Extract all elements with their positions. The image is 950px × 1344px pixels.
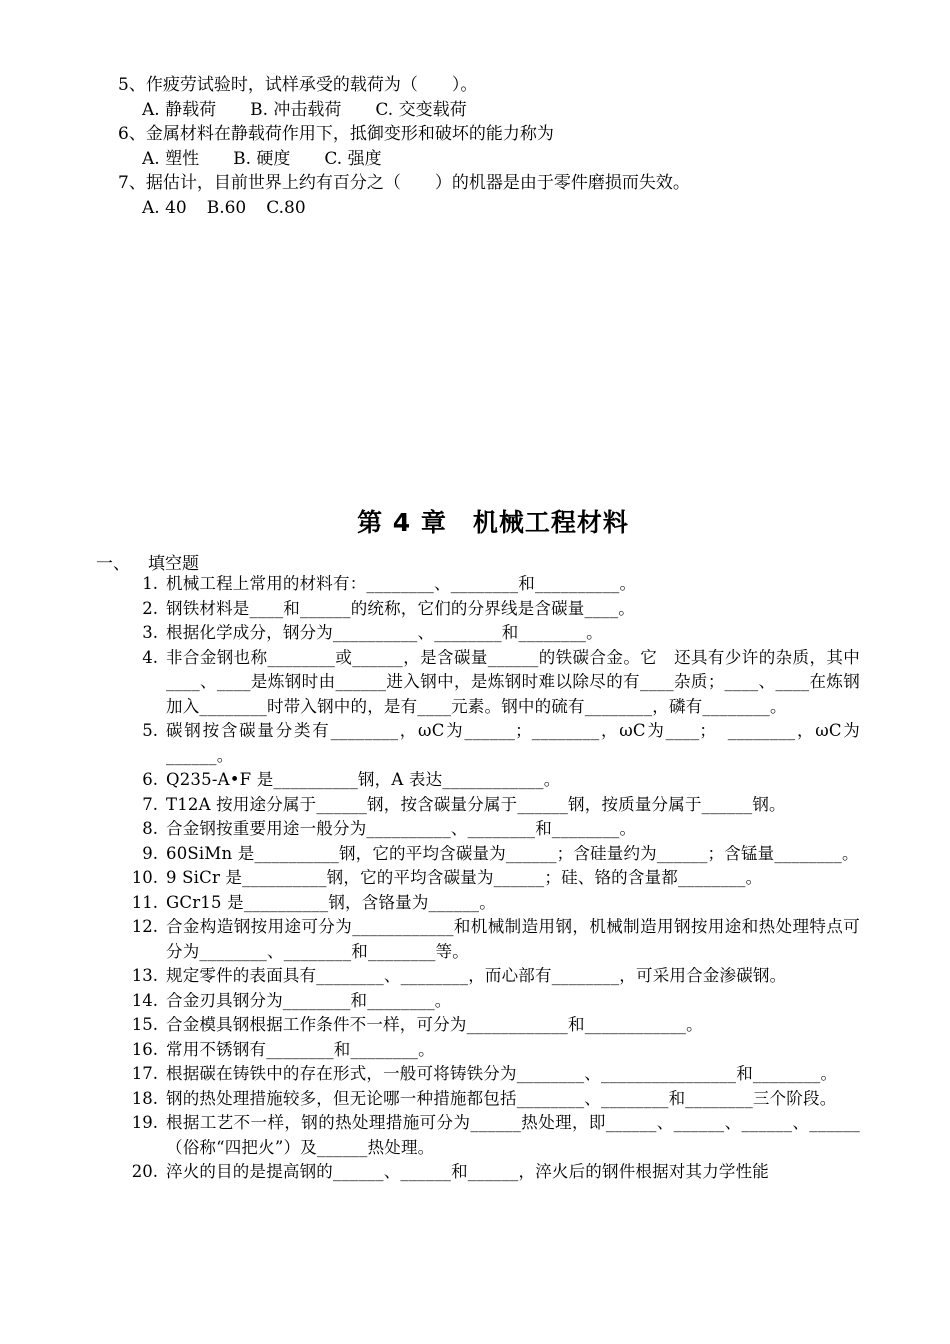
- fill-in-list: [118, 572, 860, 1185]
- item-text: 合金构造钢按用途可分为____________和机械制造用钢，机械制造用钢按用途和热处理特点可分为________、________和________等。: [166, 917, 860, 961]
- item-number: 11.: [131, 892, 158, 912]
- option: A. 40: [142, 197, 187, 218]
- item-text: Q235-A•F 是__________钢，A 表达____________。: [166, 770, 561, 789]
- list-item: [118, 1038, 860, 1063]
- list-item: [118, 842, 860, 867]
- list-item: [118, 1062, 860, 1087]
- question-text: 6、金属材料在静载荷作用下，抵御变形和破坏的能力称为: [118, 124, 554, 144]
- list-item: [118, 964, 860, 989]
- question-options: [118, 98, 690, 123]
- item-text: 根据碳在铸铁中的存在形式，一般可将铸铁分为________、________________和________。: [166, 1064, 838, 1083]
- option: A. 静载荷: [142, 99, 217, 120]
- item-text: 合金刃具钢分为________和________。: [166, 990, 452, 1010]
- list-item: [118, 866, 860, 891]
- question-options: [118, 147, 690, 172]
- list-item: [118, 621, 860, 646]
- option: B. 冲击载荷: [250, 99, 342, 120]
- list-item: [118, 817, 860, 842]
- section-number: 一、: [96, 554, 130, 574]
- question-7: [118, 171, 690, 220]
- list-item: [118, 572, 860, 597]
- list-item: [118, 1111, 860, 1160]
- item-text: 机械工程上常用的材料有：________、________和__________。: [166, 574, 637, 593]
- item-text: 根据工艺不一样，钢的热处理措施可分为______热处理，即______、______、______、______（俗称“四把火”）及______热处理。: [166, 1113, 860, 1157]
- item-number: 15.: [131, 1015, 158, 1034]
- item-number: 9.: [142, 843, 158, 863]
- item-number: 13.: [131, 966, 158, 985]
- item-number: 4.: [142, 647, 158, 667]
- list-item: [118, 768, 860, 793]
- item-text: 碳钢按含碳量分类有________，ωC为______；________，ωC为____； ________，ωC为______。: [166, 721, 860, 765]
- item-text: 常用不锈钢有________和________。: [166, 1039, 435, 1059]
- option: B.60: [206, 197, 247, 218]
- item-text: 钢的热处理措施较多，但无论哪一种措施都包括________、________和________三个阶段。: [166, 1088, 837, 1108]
- item-number: 20.: [131, 1162, 158, 1181]
- item-number: 14.: [131, 990, 158, 1010]
- section-heading: [96, 549, 199, 574]
- item-text: T12A 按用途分属于______钢，按含碳量分属于______钢，按质量分属于______钢。: [166, 794, 786, 814]
- list-item: [118, 597, 860, 622]
- item-text: 非合金钢也称________或______，是含碳量______的铁碳合金。它 还具有少许的杂质，其中____、____是炼钢时由______进入钢中，是炼钢时难以除尽的有____杂质；____、____在炼钢加入________时带入钢中的，是有____元素。钢中的硫有________，磷有________。: [166, 647, 860, 716]
- list-item: [118, 793, 860, 818]
- item-number: 16.: [131, 1039, 158, 1059]
- item-text: 规定零件的表面具有________、________，而心部有________，可采用合金渗碳钢。: [166, 966, 787, 985]
- item-text: 根据化学成分，钢分为__________、________和________。: [166, 623, 603, 642]
- item-text: 60SiMn 是__________钢，它的平均含碳量为______；含硅量约为______；含锰量________。: [166, 843, 859, 863]
- question-text: 7、据估计，目前世界上约有百分之（ ）的机器是由于零件磨损而失效。: [118, 173, 690, 193]
- item-number: 19.: [131, 1113, 158, 1132]
- item-number: 6.: [142, 770, 158, 789]
- item-text: 淬火的目的是提高钢的______、______和______，淬火后的钢件根据对其力学性能: [166, 1162, 769, 1181]
- item-number: 8.: [142, 819, 158, 838]
- section-label: 填空题: [148, 554, 199, 574]
- item-text: 合金模具钢根据工作条件不一样，可分为____________和____________。: [166, 1015, 703, 1034]
- chapter-title: 第 4 章 机械工程材料: [357, 508, 629, 537]
- item-number: 18.: [131, 1088, 158, 1108]
- question-6: [118, 122, 690, 171]
- list-item: [118, 1013, 860, 1038]
- list-item: [118, 1160, 860, 1185]
- item-text: 合金钢按重要用途一般分为__________、________和________。: [166, 819, 637, 838]
- item-text: 钢铁材料是____和______的统称，它们的分界线是含碳量____。: [166, 598, 635, 618]
- list-item: [118, 719, 860, 768]
- question-5: [118, 73, 690, 122]
- previous-questions: [118, 73, 690, 220]
- item-number: 7.: [142, 794, 158, 814]
- list-item: [118, 989, 860, 1014]
- item-text: GCr15 是__________钢，含铬量为______。: [166, 892, 496, 912]
- question-text: 5、作疲劳试验时，试样承受的载荷为（ ）。: [118, 75, 478, 95]
- list-item: [118, 646, 860, 720]
- item-number: 5.: [142, 721, 158, 740]
- option: C.80: [266, 197, 306, 218]
- item-number: 17.: [131, 1064, 158, 1083]
- item-number: 2.: [142, 598, 158, 618]
- option: A. 塑性: [142, 148, 200, 169]
- list-item: [118, 915, 860, 964]
- item-text: 9 SiCr 是__________钢，它的平均含碳量为______；硅、铬的含量都________。: [166, 868, 763, 887]
- question-options: [118, 196, 690, 221]
- list-item: [118, 1087, 860, 1112]
- item-number: 10.: [131, 868, 158, 887]
- option: B. 硬度: [233, 148, 291, 169]
- option: C. 强度: [324, 148, 382, 169]
- option: C. 交变载荷: [375, 99, 467, 120]
- item-number: 12.: [131, 917, 158, 936]
- item-number: 3.: [142, 623, 158, 642]
- list-item: [118, 891, 860, 916]
- item-number: 1.: [142, 574, 158, 593]
